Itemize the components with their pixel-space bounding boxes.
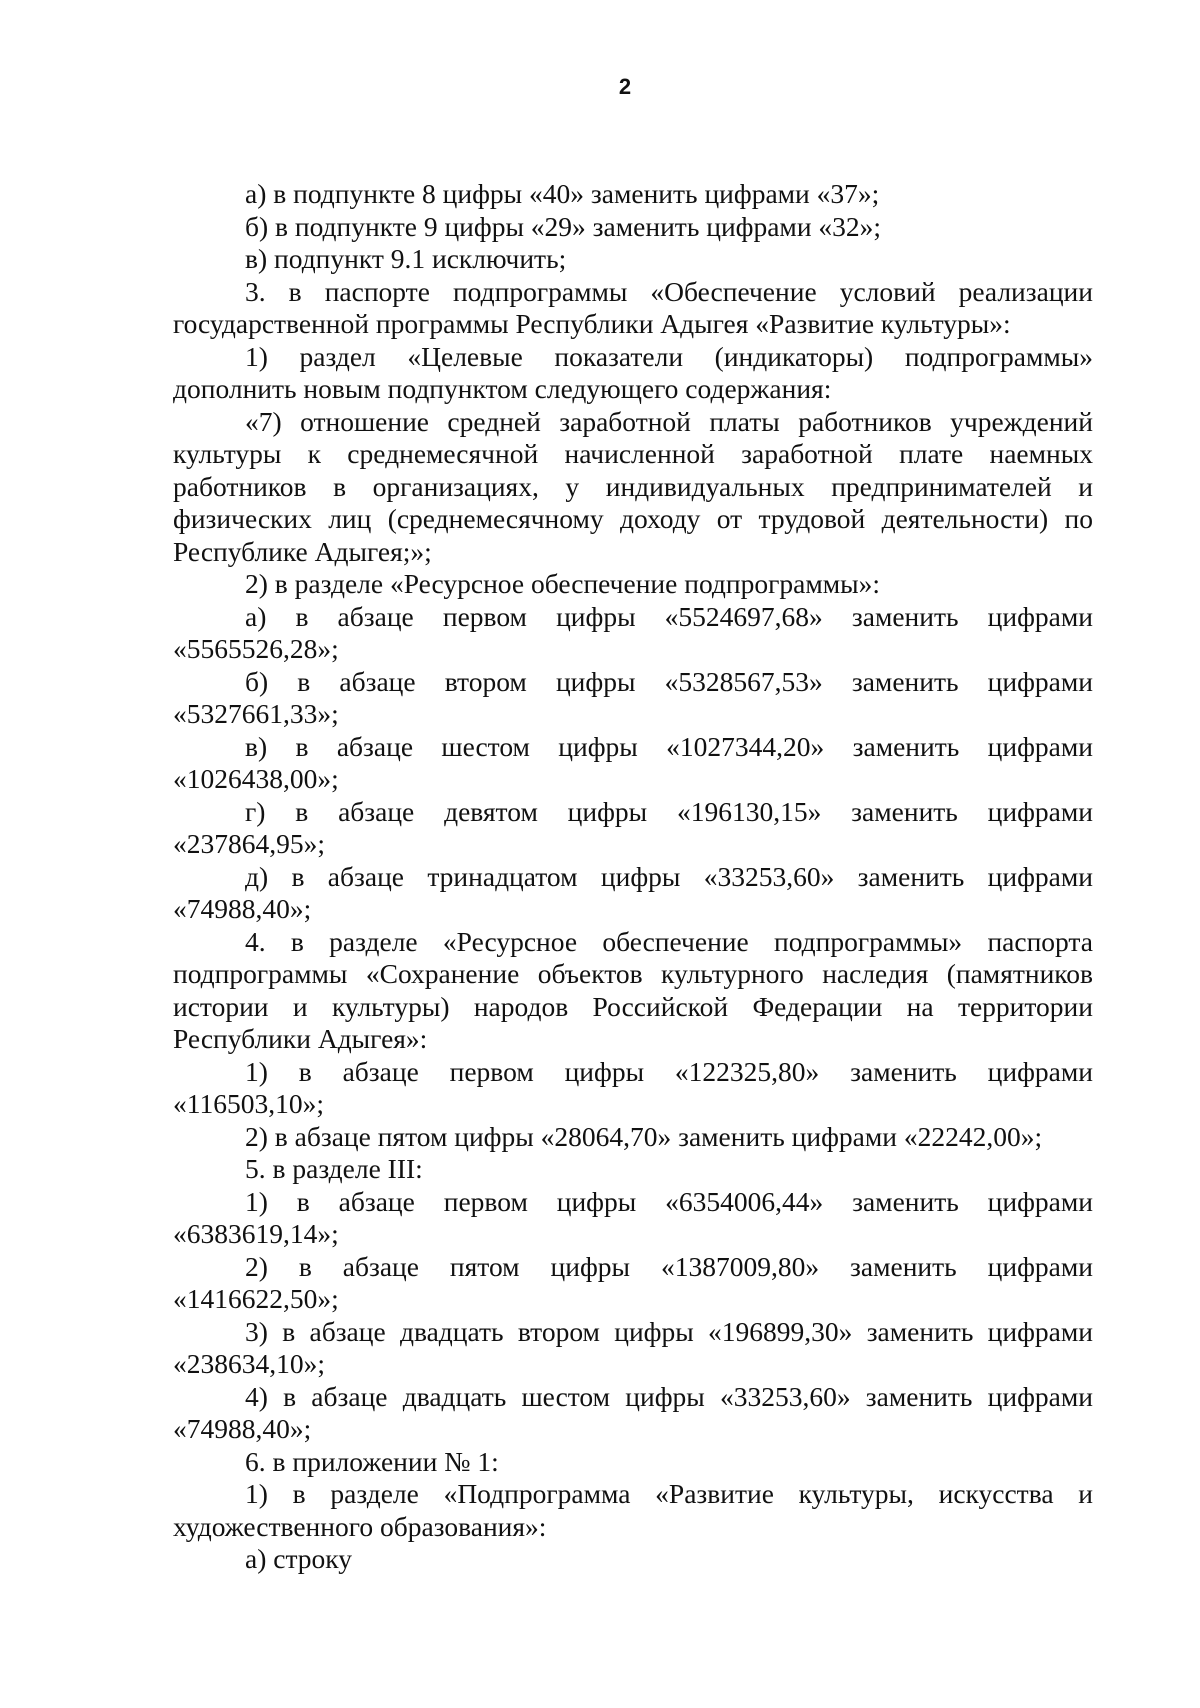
paragraph: а) в подпункте 8 цифры «40» заменить цифрами «37»; (245, 178, 880, 209)
paragraph-line: «1416622,50»; (173, 1283, 339, 1314)
paragraph (173, 1186, 1093, 1251)
paragraph: в) подпункт 9.1 исключить; (245, 243, 567, 274)
paragraph: 2) в разделе «Ресурсное обеспечение подпрограммы»: (245, 568, 881, 599)
paragraph (173, 1381, 1093, 1446)
document-body (173, 178, 1093, 1576)
paragraph: а) строку (245, 1543, 353, 1574)
paragraph-line: 1) в абзаце первом цифры «122325,80» заменить цифрами (245, 1055, 1093, 1087)
paragraph: 3. в паспорте подпрограммы «Обеспечение условий реализации государственной программы Республики Адыгея «Развитие культуры»: (173, 275, 1093, 339)
paragraph-line: г) в абзаце девятом цифры «196130,15» заменить цифрами (245, 795, 1093, 827)
paragraph (173, 731, 1093, 796)
paragraph (173, 666, 1093, 731)
paragraph-line: «237864,95»; (173, 828, 326, 859)
page-number: 2 (618, 74, 632, 99)
paragraph-line: 2) в абзаце пятом цифры «1387009,80» заменить цифрами (245, 1250, 1093, 1282)
paragraph-line: б) в абзаце втором цифры «5328567,53» заменить цифрами (245, 665, 1093, 697)
paragraph (173, 601, 1093, 666)
paragraph-line: в) в абзаце шестом цифры «1027344,20» заменить цифрами (245, 730, 1093, 762)
paragraph: 1) раздел «Целевые показатели (индикаторы) подпрограммы» дополнить новым подпунктом следующего содержания: (173, 340, 1093, 404)
paragraph-line: 1) в абзаце первом цифры «6354006,44» заменить цифрами (245, 1185, 1093, 1217)
paragraph (173, 1056, 1093, 1121)
paragraph-line: «5327661,33»; (173, 698, 339, 729)
paragraph (173, 861, 1093, 926)
paragraph: 1) в разделе «Подпрограмма «Развитие культуры, искусства и художественного образования»: (173, 1478, 1093, 1542)
paragraph-line: «6383619,14»; (173, 1218, 339, 1249)
paragraph (173, 1316, 1093, 1381)
paragraph (173, 1251, 1093, 1316)
paragraph (173, 796, 1093, 861)
paragraph: б) в подпункте 9 цифры «29» заменить цифрами «32»; (245, 210, 882, 242)
paragraph-line: «238634,10»; (173, 1348, 326, 1379)
paragraph-line: «5565526,28»; (173, 633, 339, 664)
paragraph: «7) отношение средней заработной платы работников учреждений культуры к среднемесячной начисленной заработной плате наемных работников в организациях, у индивидуальных предпринимателей и физических лиц (среднемесячному доходу от трудовой деятельности) по Республике Адыгея;»; (173, 405, 1093, 567)
paragraph-line: «74988,40»; (173, 1413, 312, 1444)
paragraph-line: 3) в абзаце двадцать втором цифры «196899,30» заменить цифрами (245, 1315, 1093, 1347)
paragraph: 4. в разделе «Ресурсное обеспечение подпрограммы» паспорта подпрограммы «Сохранение объектов культурного наследия (памятников истории и культуры) народов Российской Федерации на территории Республики Адыгея»: (173, 925, 1093, 1054)
paragraph-line: д) в абзаце тринадцатом цифры «33253,60» заменить цифрами (245, 860, 1093, 892)
paragraph-line: «1026438,00»; (173, 763, 339, 794)
paragraph-line: а) в абзаце первом цифры «5524697,68» заменить цифрами (245, 600, 1093, 632)
paragraph: 5. в разделе III: (245, 1153, 423, 1184)
paragraph-line: 4) в абзаце двадцать шестом цифры «33253,60» заменить цифрами (245, 1380, 1093, 1412)
paragraph-line: «74988,40»; (173, 893, 312, 924)
paragraph: 6. в приложении № 1: (245, 1445, 499, 1477)
paragraph-line: «116503,10»; (173, 1088, 324, 1119)
paragraph: 2) в абзаце пятом цифры «28064,70» заменить цифрами «22242,00»; (245, 1120, 1043, 1152)
